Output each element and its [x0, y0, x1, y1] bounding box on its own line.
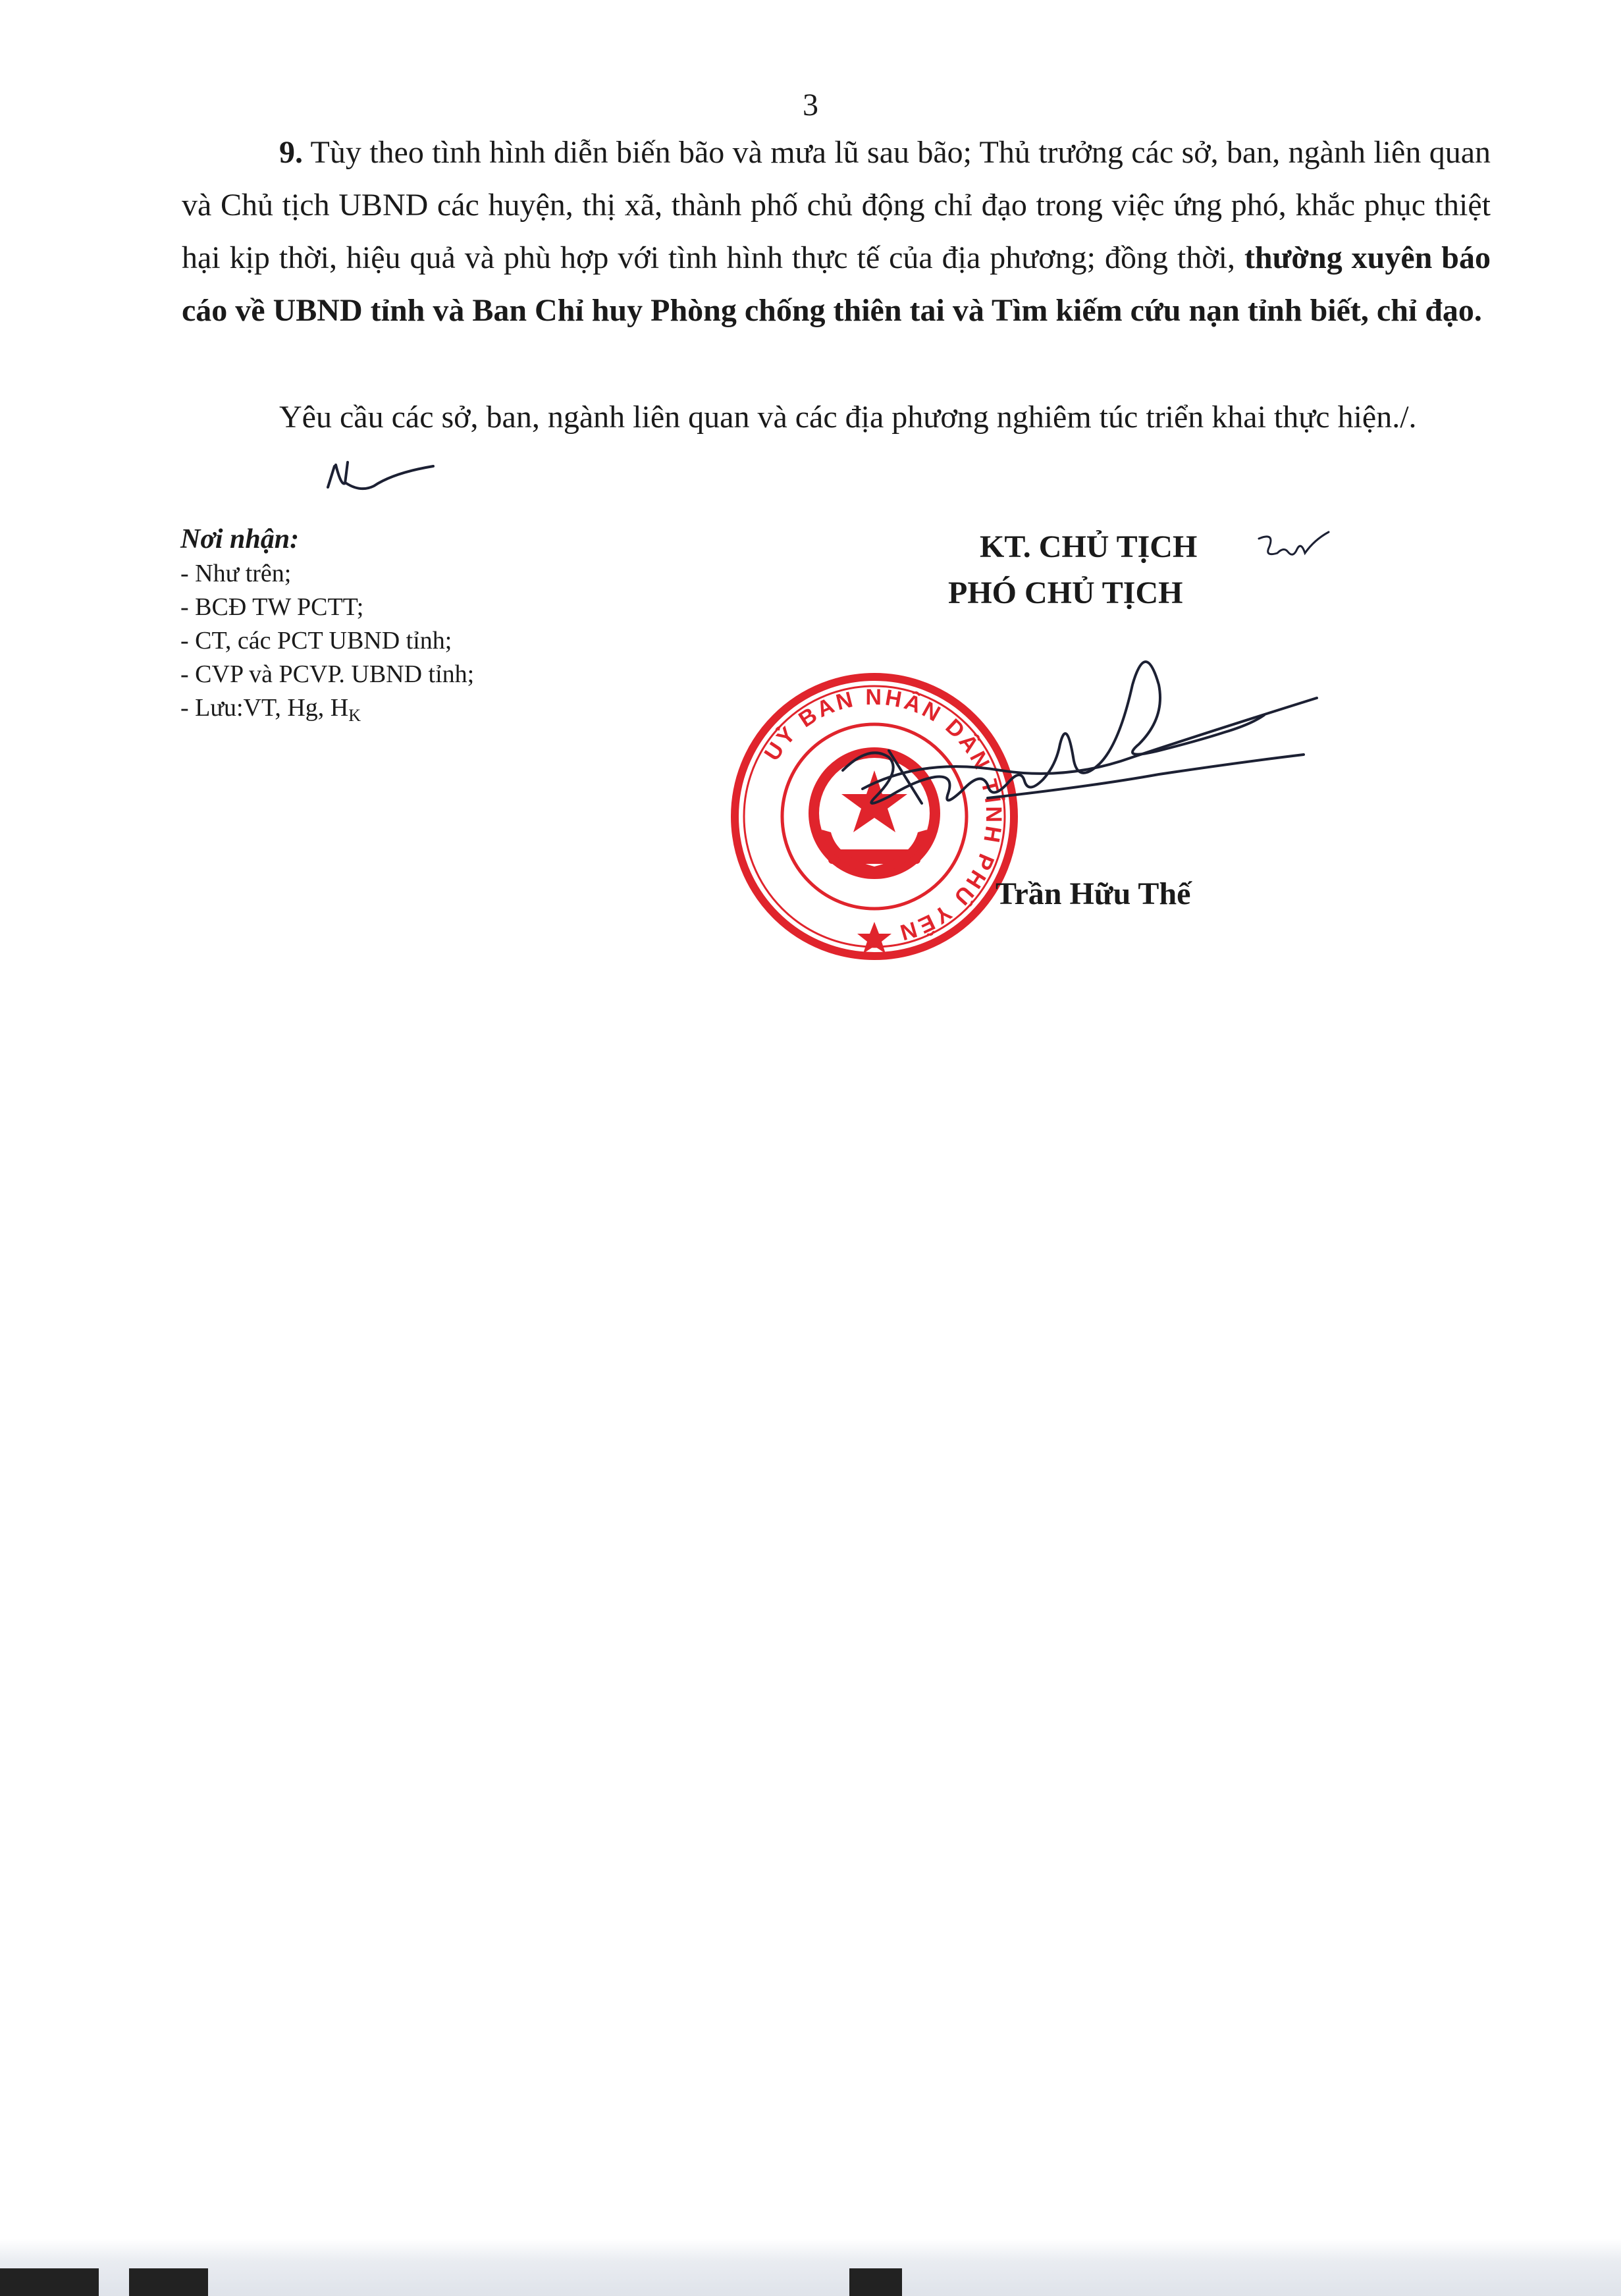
scan-edge-strip — [0, 2239, 1621, 2296]
recipient-item: - CT, các PCT UBND tỉnh; — [180, 627, 452, 654]
paragraph-9 — [182, 126, 1491, 337]
signer-title-line1: KT. CHỦ TỊCH — [980, 529, 1198, 564]
handwritten-initial-icon — [321, 446, 440, 499]
recipient-item-archive — [180, 691, 641, 732]
recipient-item: - CVP và PCVP. UBND tỉnh; — [180, 660, 475, 688]
handwritten-mark-icon — [1255, 527, 1334, 566]
signer-title-line2: PHÓ CHỦ TỊCH — [948, 575, 1183, 610]
paragraph-9-bold-text: thường xuyên báo cáo về UBND tỉnh và Ban Chỉ huy Phòng chống thiên tai và Tìm kiếm cứu nạn tỉnh biết, chỉ đạo. — [182, 240, 1491, 328]
signature-icon — [790, 645, 1356, 843]
scan-edge-mark — [129, 2268, 208, 2296]
recipient-item-text: - Lưu:VT, Hg, H — [180, 694, 349, 722]
recipient-item: - BCĐ TW PCTT; — [180, 593, 364, 621]
paragraph-9-text: Tùy theo tình hình diễn biến bão và mưa lũ sau bão; Thủ trưởng các sở, ban, ngành liên quan và Chủ tịch UBND các huyện, thị xã, thành phố chủ động chỉ đạo trong việc ứng phó, khắc phục thiệt hại kịp thời, hiệu quả và phù hợp với tình hình thực tế của địa phương; đồng thời, — [182, 135, 1491, 275]
scan-edge-mark — [0, 2268, 99, 2296]
recipients-block — [180, 521, 641, 732]
page-number: 3 — [803, 88, 818, 122]
closing-paragraph-text: Yêu cầu các sở, ban, ngành liên quan và các địa phương nghiêm túc triển khai thực hiện./. — [279, 400, 1417, 435]
seal-text: UỶ BAN NHÂN DÂN TỈNH PHÚ YÊN — [759, 684, 1007, 946]
recipient-item: - Như trên; — [180, 560, 292, 587]
closing-paragraph — [182, 391, 1491, 444]
paragraph-9-number: 9. — [279, 135, 303, 170]
recipient-item-subscript: K — [348, 706, 361, 725]
signer-name: Trần Hữu Thế — [996, 876, 1191, 911]
recipients-heading: Nơi nhận: — [180, 524, 300, 554]
scan-edge-mark — [849, 2268, 902, 2296]
